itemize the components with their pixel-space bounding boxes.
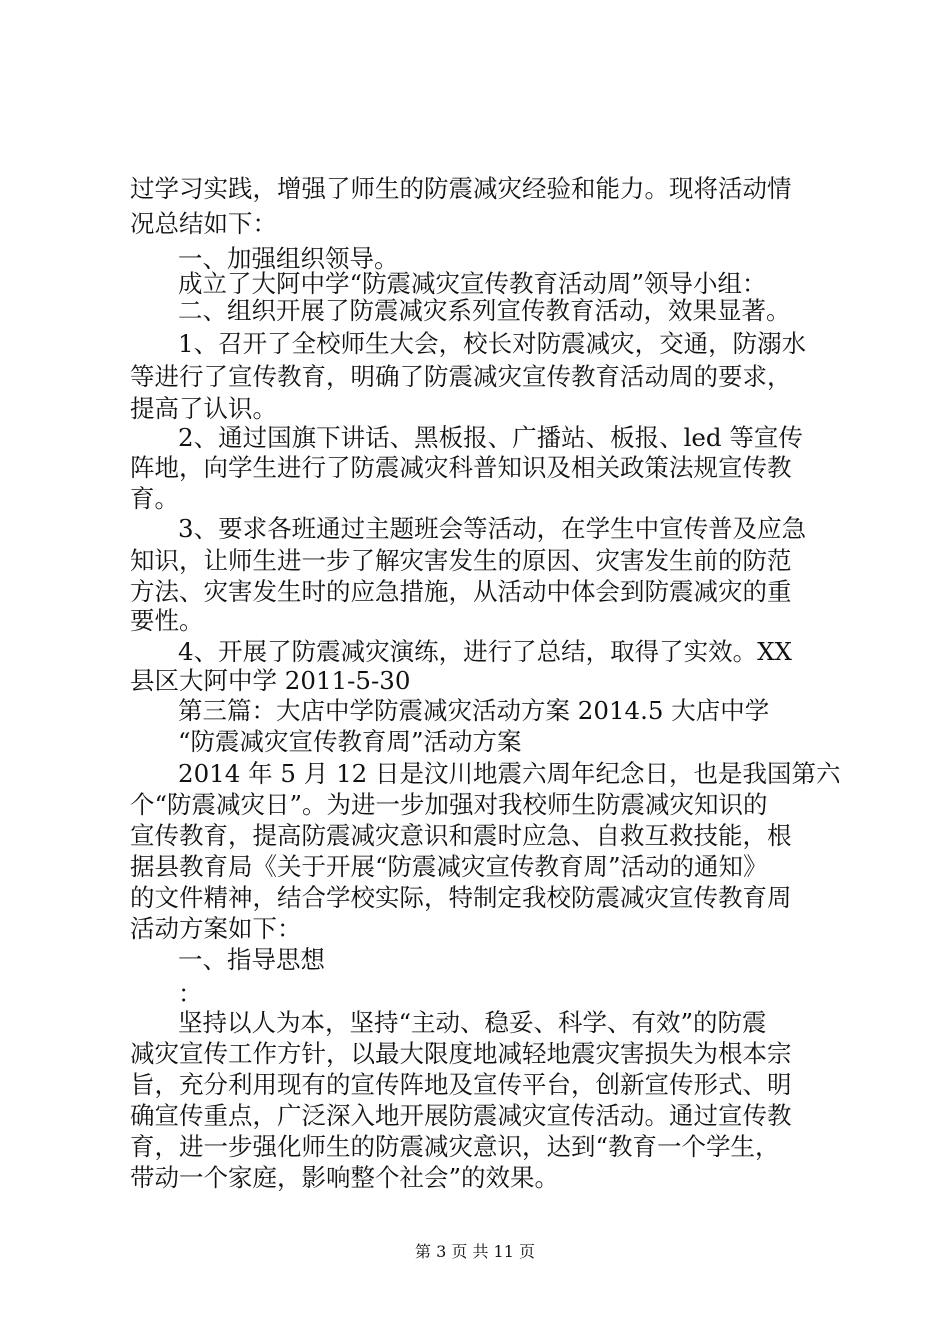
body-line: 旨，充分利用现有的宣传阵地及宣传平台，创新宣传形式、明 bbox=[130, 1070, 792, 1099]
body-line: 过学习实践，增强了师生的防震减灾经验和能力。现将活动情 bbox=[130, 174, 792, 203]
body-line: 的文件精神，结合学校实际，特制定我校防震减灾宣传教育周 bbox=[130, 883, 792, 912]
body-line: 活动方案如下： bbox=[130, 914, 302, 943]
body-line: 个“防震减灾日”。为进一步加强对我校师生防震减灾知识的 bbox=[130, 790, 768, 819]
body-line: 方法、灾害发生时的应急措施，从活动中体会到防震减灾的重 bbox=[130, 577, 792, 606]
body-line: 2、通过国旗下讲话、黑板报、广播站、板报、led 等宣传 bbox=[178, 423, 803, 452]
section-heading: 二、组织开展了防震减灾系列宣传教育活动，效果显著。 bbox=[178, 296, 791, 325]
body-line: 知识，让师生进一步了解灾害发生的原因、灾害发生前的防范 bbox=[130, 546, 792, 575]
body-line: 带动一个家庭，影响整个社会”的效果。 bbox=[130, 1163, 560, 1192]
body-line: 2014 年 5 月 12 日是汶川地震六周年纪念日，也是我国第六 bbox=[178, 759, 841, 788]
body-line: 况总结如下： bbox=[130, 209, 277, 238]
body-line: 要性。 bbox=[130, 606, 204, 635]
section-heading: 一、加强组织领导。 bbox=[178, 244, 399, 273]
body-line: 提高了认识。 bbox=[130, 394, 277, 423]
body-line: 阵地，向学生进行了防震减灾科普知识及相关政策法规宣传教 bbox=[130, 453, 792, 482]
section-title: 第三篇：大店中学防震减灾活动方案 2014.5 大店中学 bbox=[178, 696, 770, 725]
body-line: 减灾宣传工作方针，以最大限度地减轻地震灾害损失为根本宗 bbox=[130, 1039, 792, 1068]
body-line: 确宣传重点，广泛深入地开展防震减灾宣传活动。通过宣传教 bbox=[130, 1101, 792, 1130]
body-line: 县区大阿中学 2011-5-30 bbox=[130, 666, 411, 695]
body-line: 育。 bbox=[130, 484, 179, 513]
body-line: 育，进一步强化师生的防震减灾意识，达到“教育一个学生， bbox=[130, 1132, 780, 1161]
body-line: 1、召开了全校师生大会，校长对防震减灾，交通，防溺水 bbox=[178, 329, 807, 358]
page-footer: 第 3 页 共 11 页 bbox=[415, 1242, 535, 1261]
body-line: 成立了大阿中学“防震减灾宣传教育活动周”领导小组： bbox=[178, 269, 767, 298]
body-line: 据县教育局《关于开展“防震减灾宣传教育周”活动的通知》 bbox=[130, 852, 768, 881]
body-line: ： bbox=[178, 979, 203, 1008]
body-line: 等进行了宣传教育，明确了防震减灾宣传教育活动周的要求， bbox=[130, 362, 792, 391]
body-line: 4、开展了防震减灾演练，进行了总结，取得了实效。XX bbox=[178, 637, 792, 666]
body-line: 3、要求各班通过主题班会等活动，在学生中宣传普及应急 bbox=[178, 514, 807, 543]
section-heading: 一、指导思想 bbox=[178, 945, 325, 974]
section-subtitle: “防震减灾宣传教育周”活动方案 bbox=[178, 727, 522, 756]
body-line: 坚持以人为本，坚持“主动、稳妥、科学、有效”的防震 bbox=[178, 1008, 767, 1037]
body-line: 宣传教育，提高防震减灾意识和震时应急、自救互救技能，根 bbox=[130, 821, 792, 850]
